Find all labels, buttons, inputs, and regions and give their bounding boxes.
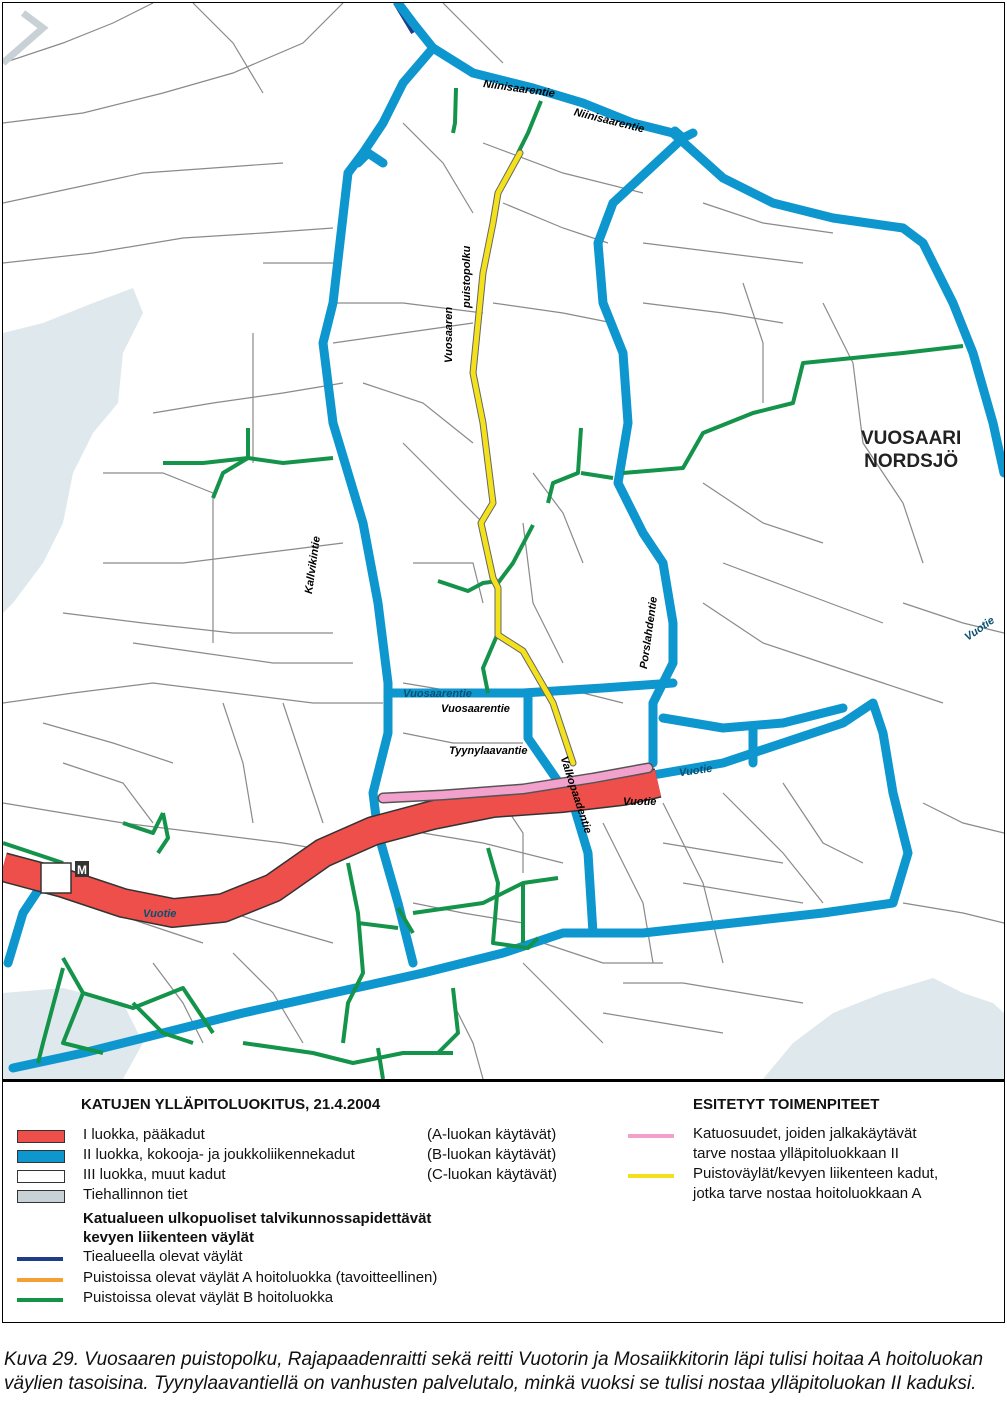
- label-vuotie-4: Vuotie: [962, 614, 997, 644]
- legend-pink-line1: Katuosuudet, joiden jalkakäytävät: [693, 1125, 917, 1142]
- legend-swatch-class-II: [17, 1150, 65, 1163]
- legend-subtitle-2: kevyen liikenteen väylät: [83, 1229, 254, 1246]
- area-label-vuosaari: [861, 427, 961, 473]
- map: [2, 2, 1005, 1080]
- legend-swatch-highway: [17, 1190, 65, 1203]
- legend-subtitle-1: Katualueen ulkopuoliset talvikunnossapidettävät: [83, 1210, 432, 1227]
- legend-roadside-label: Tiealueella olevat väylät: [83, 1248, 243, 1265]
- legend-yellow-line2: jotka tarve nostaa hoitoluokkaan A: [693, 1185, 922, 1202]
- label-puistopolku: puistopolku: [461, 245, 473, 308]
- yellow-upgrade-paths: [473, 153, 573, 763]
- legend-highway-label: Tiehallinnon tiet: [83, 1186, 188, 1203]
- area-label-line2: NORDSJÖ: [864, 451, 959, 472]
- legend-class-I-label: I luokka, pääkadut: [83, 1126, 205, 1143]
- label-vuosaarentie-1: Vuosaarentie: [403, 688, 472, 700]
- label-kallvikintie: Kallvikintie: [303, 535, 323, 595]
- label-vuotie-3: Vuotie: [143, 908, 177, 920]
- legend-swatch-yellow: [628, 1174, 674, 1178]
- area-label-line1: VUOSAARI: [861, 428, 962, 449]
- legend-class-III-label: III luokka, muut kadut: [83, 1166, 226, 1183]
- label-niinisaarentie-1: Niinisaarentie: [482, 78, 556, 100]
- legend-swatch-park-B: [17, 1298, 63, 1302]
- label-vuotie-1: Vuotie: [623, 796, 657, 808]
- label-vuosaarentie-2: Vuosaarentie: [441, 703, 510, 715]
- label-niinisaarentie-2: Niinisaarentie: [572, 106, 646, 136]
- legend-yellow-line1: Puistoväylät/kevyen liikenteen kadut,: [693, 1165, 939, 1182]
- street-porslahdentie: [598, 138, 683, 763]
- legend-class-II-note: (B-luokan käytävät): [427, 1146, 557, 1163]
- legend-class-III-note: (C-luokan käytävät): [427, 1166, 558, 1183]
- park-paths-B: [3, 88, 963, 1079]
- class-I-streets: [3, 783, 658, 913]
- legend-pink-line2: tarve nostaa ylläpitoluokkaan II: [693, 1145, 899, 1162]
- street-west-spur: [358, 153, 383, 163]
- street-niinisaarentie-link: [675, 131, 693, 138]
- legend-park-A-label: Puistoissa olevat väylät A hoitoluokka (tavoitteellinen): [83, 1269, 438, 1286]
- label-vuosaaren: Vuosaaren: [443, 306, 455, 363]
- street-vuotie-east: [13, 703, 908, 1068]
- legend-title: KATUJEN YLLÄPITOLUOKITUS, 21.4.2004: [81, 1096, 381, 1113]
- legend-class-I-note: (A-luokan käytävät): [427, 1126, 557, 1143]
- bay-left: [3, 288, 143, 613]
- figure-caption: Kuva 29. Vuosaaren puistopolku, Rajapaadenraitti sekä reitti Vuotorin ja Mosaiikkitorin läpi tulisi hoitaa A hoitoluokan väylien tasoisina. Tyynylaavantiellä on vanhusten palvelutalo, minkä vuoksi se tulisi nostaa ylläpitoluokan II kaduksi.: [4, 1349, 984, 1394]
- label-porslahdentie: Porslahdentie: [638, 595, 661, 670]
- path-vuosaaren-puistopolku: [473, 153, 573, 763]
- legend-swatch-class-I: [17, 1130, 65, 1143]
- svg-text:M: M: [77, 863, 87, 877]
- sea-bottom-right: [763, 978, 1004, 1079]
- highway-authority-roads: [3, 13, 43, 63]
- label-vuotie-2: Vuotie: [678, 762, 714, 780]
- legend-park-B-label: Puistoissa olevat väylät B hoitoluokka: [83, 1289, 334, 1306]
- legend-swatch-park-A: [17, 1278, 63, 1282]
- legend: [2, 1080, 1005, 1323]
- legend-measures-title: ESITETYT TOIMENPITEET: [693, 1096, 880, 1113]
- label-valkopaadentie: Valkopaadentie: [557, 755, 594, 836]
- legend-swatch-roadside: [17, 1257, 63, 1261]
- street-vuotie-west-end: [8, 883, 43, 963]
- legend-class-II-label: II luokka, kokooja- ja joukkoliikennekadut: [83, 1146, 355, 1163]
- label-tyynylaavantie: Tyynylaavantie: [449, 745, 528, 757]
- legend-swatch-class-III: [17, 1170, 65, 1183]
- legend-swatch-pink: [628, 1134, 674, 1138]
